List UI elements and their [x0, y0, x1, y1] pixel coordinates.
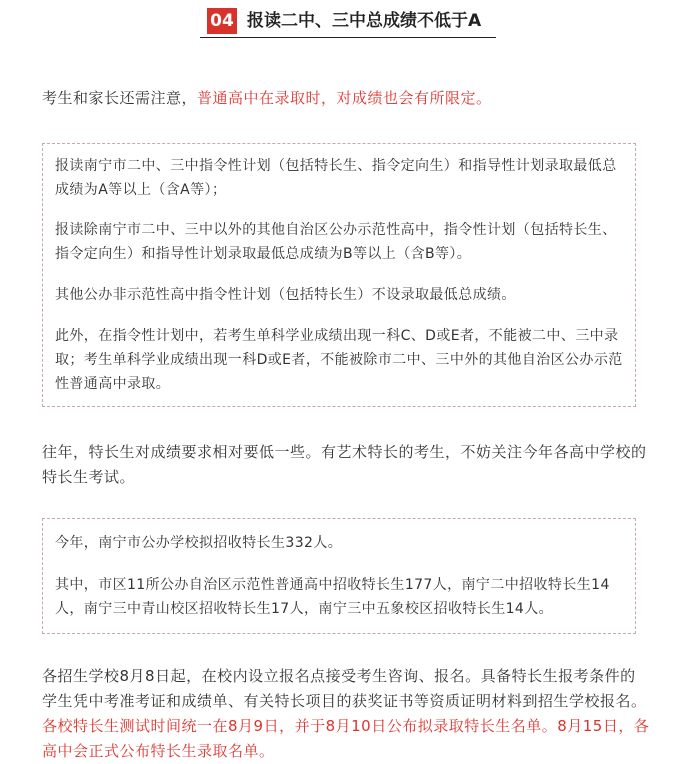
heading-underline: [200, 37, 496, 38]
requirement-paragraph-1: 报读南宁市二中、三中指令性计划（包括特长生、指令定向生）和指导性计划录取最低总成绩为A等以上（含A等）；: [55, 158, 617, 198]
intro-plain-text: 考生和家长还需注意，: [42, 89, 198, 107]
requirement-paragraph-2: 报读除南宁市二中、三中以外的其他自治区公办示范性高中，指令性计划（包括特长生、指令定向生）和指导性计划录取最低总成绩为B等以上（含B等）。: [55, 222, 617, 262]
quota-paragraph-1: 今年，南宁市公办学校拟招收特长生332人。: [55, 535, 343, 551]
requirement-paragraph-4: 此外，在指令性计划中，若考生单科学业成绩出现一科C、D或E者，不能被二中、三中录取；考生单科学业成绩出现一科D或E者，不能被除市二中、三中外的其他自治区公办示范性普通高中录取。: [55, 328, 623, 392]
intro-highlight-text: 普通高中在录取时，对成绩也会有所限定。: [197, 89, 492, 107]
section-title: 报读二中、三中总成绩不低于A: [247, 11, 482, 31]
specialty-quota-box: [42, 518, 636, 634]
registration-paragraph: [42, 664, 650, 764]
specialty-paragraph: 往年，特长生对成绩要求相对要低一些。有艺术特长的考生，不妨关注今年各高中学校的特长生考试。: [42, 443, 647, 486]
registration-highlight-text: 各校特长生测试时间统一在8月9日，并于8月10日公布拟录取特长生名单。8月15日，各高中会正式公布特长生录取名单。: [42, 717, 650, 760]
section-number-badge: 04: [207, 8, 237, 34]
quota-paragraph-2: 其中，市区11所公办自治区示范性普通高中招收特长生177人，南宁二中招收特长生14人，南宁三中青山校区招收特长生17人，南宁三中五象校区招收特长生14人。: [55, 577, 610, 617]
requirement-paragraph-3: 其他公办非示范性高中指令性计划（包括特长生）不设录取最低总成绩。: [55, 287, 516, 303]
intro-paragraph: [42, 86, 650, 111]
score-requirements-box: [42, 143, 636, 407]
section-heading: [200, 6, 496, 40]
registration-plain-text: 各招生学校8月8日起，在校内设立报名点接受考生咨询、报名。具备特长生报考条件的学生凭中考准考证和成绩单、有关特长项目的获奖证书等资质证明材料到招生学校报名。: [42, 667, 647, 710]
